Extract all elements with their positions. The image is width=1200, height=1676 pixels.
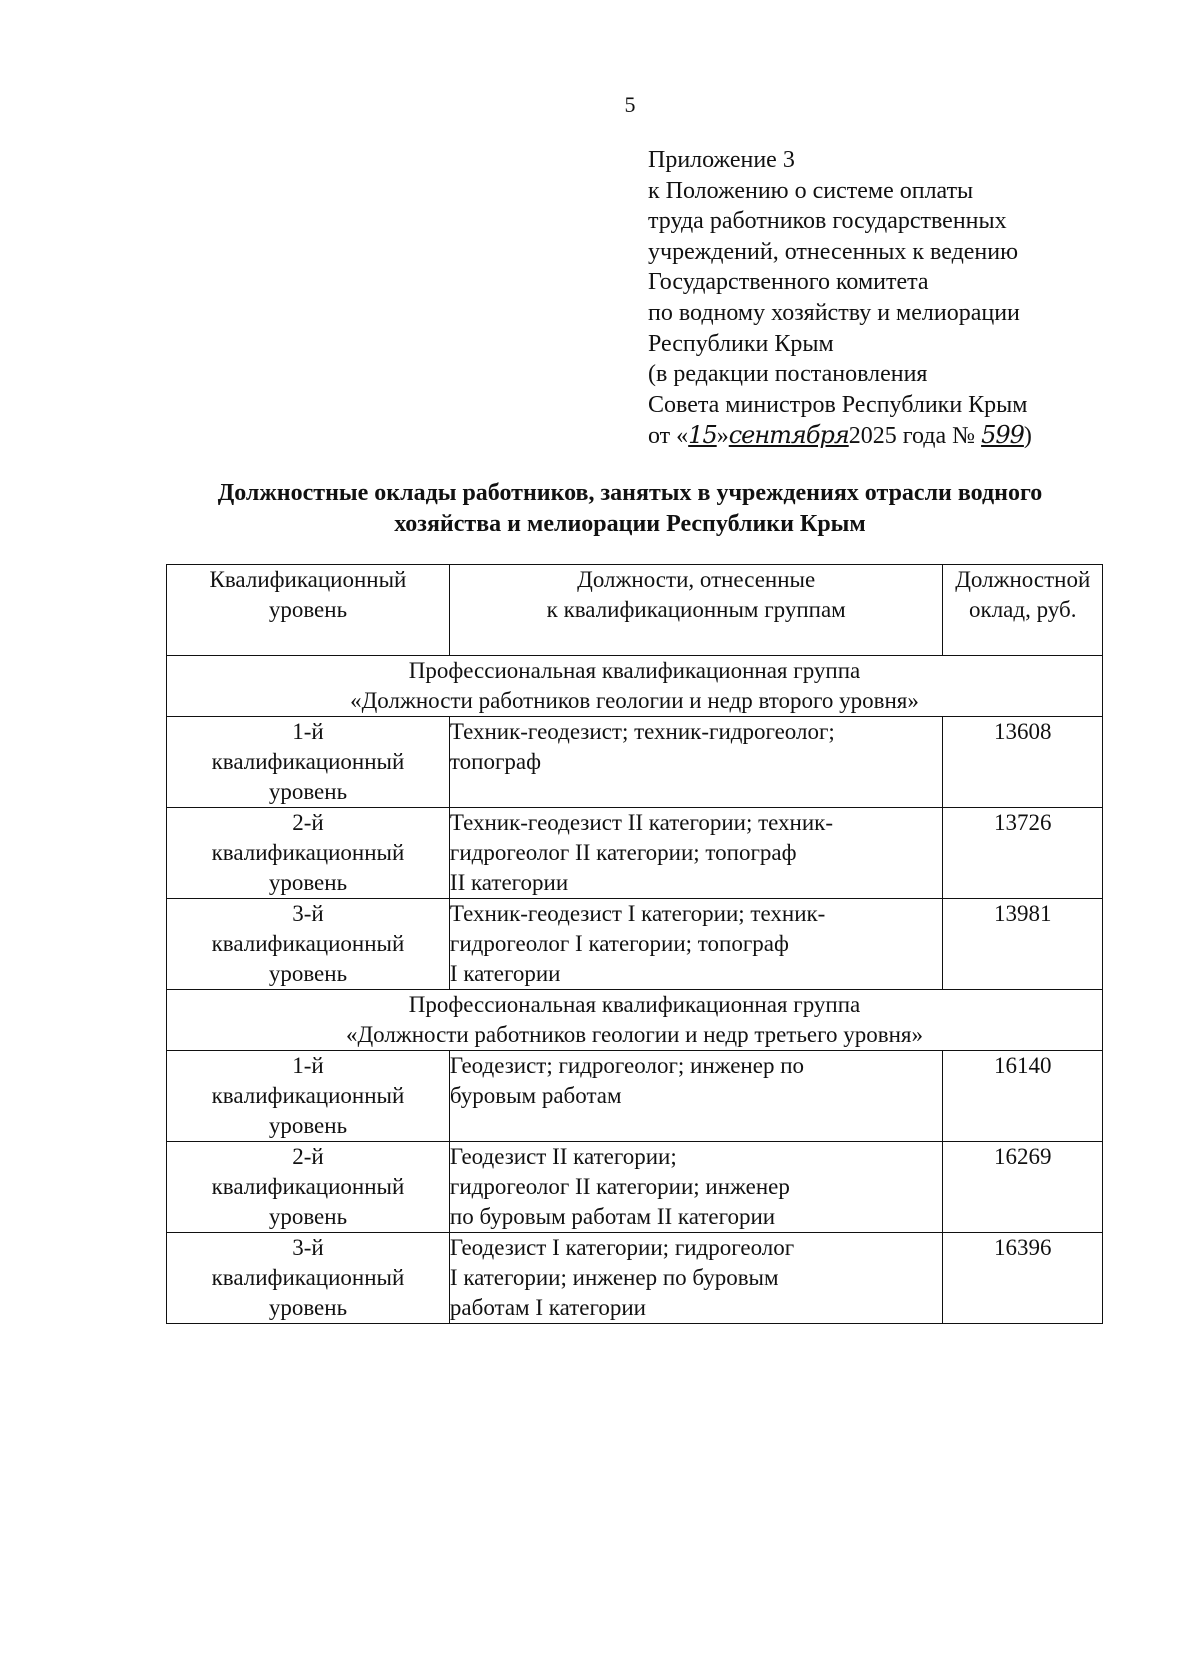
appendix-line: по водному хозяйству и мелиорации	[648, 299, 1020, 326]
level-line: квалификационный	[211, 1083, 405, 1108]
header-salary-cell	[943, 565, 1103, 656]
appendix-line: Приложение 3	[648, 147, 795, 173]
level-cell	[167, 899, 450, 990]
group-header-row	[167, 656, 1103, 717]
date-prefix: от «	[648, 423, 689, 450]
group-title-line: Профессиональная квалификационная группа	[408, 992, 861, 1017]
appendix-line: труда работников государственных	[648, 208, 1007, 235]
date-close: )	[1023, 423, 1032, 450]
group-title-line: Профессиональная квалификационная группа	[408, 658, 861, 683]
appendix-line: Республики Крым	[648, 330, 834, 357]
level-line: уровень	[268, 1295, 348, 1320]
appendix-line: (в редакции постановления	[648, 361, 928, 388]
date-year: 2025 года №	[848, 423, 976, 450]
level-line: уровень	[268, 870, 348, 895]
level-line: уровень	[268, 1113, 348, 1138]
group-header-row	[167, 990, 1103, 1051]
salary-cell: 13981	[943, 899, 1103, 990]
appendix-line: к Положению о системе оплаты	[648, 177, 974, 204]
level-line: квалификационный	[211, 931, 405, 956]
appendix-block	[648, 145, 1032, 452]
positions-line: Техник-геодезист I категории; техник-	[449, 901, 826, 926]
table-row	[167, 717, 1103, 808]
header-positions-line: к квалификационным группам	[546, 597, 846, 622]
level-line: квалификационный	[211, 1265, 405, 1290]
positions-line: работам I категории	[449, 1295, 646, 1320]
level-line: 1-й	[292, 719, 324, 744]
salary-cell: 13726	[943, 808, 1103, 899]
handwritten-month: сентября	[728, 421, 849, 450]
positions-line: II категории	[449, 870, 569, 895]
salary-table	[166, 564, 1103, 1324]
table-header-row	[167, 565, 1103, 656]
level-line: квалификационный	[211, 840, 405, 865]
positions-line: гидрогеолог I категории; топограф	[449, 931, 789, 956]
handwritten-number: 599	[981, 421, 1024, 450]
appendix-line: учреждений, отнесенных к ведению	[648, 238, 1019, 265]
positions-cell	[449, 808, 943, 899]
level-line: 3-й	[292, 901, 324, 926]
level-line: уровень	[268, 961, 348, 986]
positions-line: I категории; инженер по буровым	[449, 1265, 779, 1290]
header-level-cell	[167, 565, 450, 656]
level-line: 2-й	[292, 1144, 324, 1169]
positions-cell	[449, 717, 943, 808]
table-row	[167, 808, 1103, 899]
positions-line: Геодезист II категории;	[449, 1144, 677, 1169]
header-positions-line: Должности, отнесенные	[577, 567, 816, 592]
page-number: 5	[624, 92, 636, 117]
resolution-date-line	[648, 420, 1032, 452]
level-line: квалификационный	[211, 1174, 405, 1199]
salary-cell: 16396	[943, 1233, 1103, 1324]
salary-cell: 13608	[943, 717, 1103, 808]
appendix-line: Совета министров Республики Крым	[648, 391, 1028, 418]
positions-line: Техник-геодезист II категории; техник-	[449, 810, 833, 835]
positions-cell	[449, 899, 943, 990]
positions-line: гидрогеолог II категории; топограф	[449, 840, 797, 865]
header-positions-cell	[449, 565, 943, 656]
level-line: квалификационный	[211, 749, 405, 774]
group-title-line: «Должности работников геологии и недр третьего уровня»	[345, 1022, 924, 1047]
level-cell	[167, 1142, 450, 1233]
level-cell	[167, 717, 450, 808]
table-row	[167, 1051, 1103, 1142]
group-title-cell	[167, 656, 1103, 717]
positions-line: гидрогеолог II категории; инженер	[449, 1174, 790, 1199]
level-cell	[167, 808, 450, 899]
table-row	[167, 899, 1103, 990]
handwritten-day: 15	[688, 421, 717, 450]
salary-cell: 16140	[943, 1051, 1103, 1142]
date-mid: »	[716, 423, 729, 450]
title-line: Должностные оклады работников, занятых в учреждениях отрасли водного	[217, 480, 1043, 506]
table-row	[167, 1142, 1103, 1233]
positions-cell	[449, 1233, 943, 1324]
document-title	[160, 478, 1100, 540]
positions-line: Техник-геодезист; техник-гидрогеолог;	[449, 719, 835, 744]
header-level-line: Квалификационный	[209, 567, 407, 592]
positions-line: по буровым работам II категории	[449, 1204, 776, 1229]
positions-line: топограф	[449, 749, 542, 774]
level-cell	[167, 1233, 450, 1324]
positions-line: буровым работам	[449, 1083, 622, 1108]
header-level-line: уровень	[268, 597, 348, 622]
positions-cell	[449, 1051, 943, 1142]
salary-cell: 16269	[943, 1142, 1103, 1233]
group-title-cell	[167, 990, 1103, 1051]
level-line: уровень	[268, 1204, 348, 1229]
level-line: 2-й	[292, 810, 324, 835]
level-line: уровень	[268, 779, 348, 804]
positions-cell	[449, 1142, 943, 1233]
header-salary-line: Должностной	[955, 567, 1091, 592]
level-line: 1-й	[292, 1053, 324, 1078]
level-cell	[167, 1051, 450, 1142]
positions-line: Геодезист I категории; гидрогеолог	[449, 1235, 795, 1260]
group-title-line: «Должности работников геологии и недр второго уровня»	[350, 688, 919, 713]
positions-line: I категории	[449, 961, 561, 986]
table-row	[167, 1233, 1103, 1324]
appendix-line: Государственного комитета	[648, 269, 929, 296]
title-line: хозяйства и мелиорации Республики Крым	[394, 511, 866, 537]
level-line: 3-й	[292, 1235, 324, 1260]
positions-line: Геодезист; гидрогеолог; инженер по	[449, 1053, 805, 1078]
header-salary-line: оклад, руб.	[969, 597, 1077, 622]
